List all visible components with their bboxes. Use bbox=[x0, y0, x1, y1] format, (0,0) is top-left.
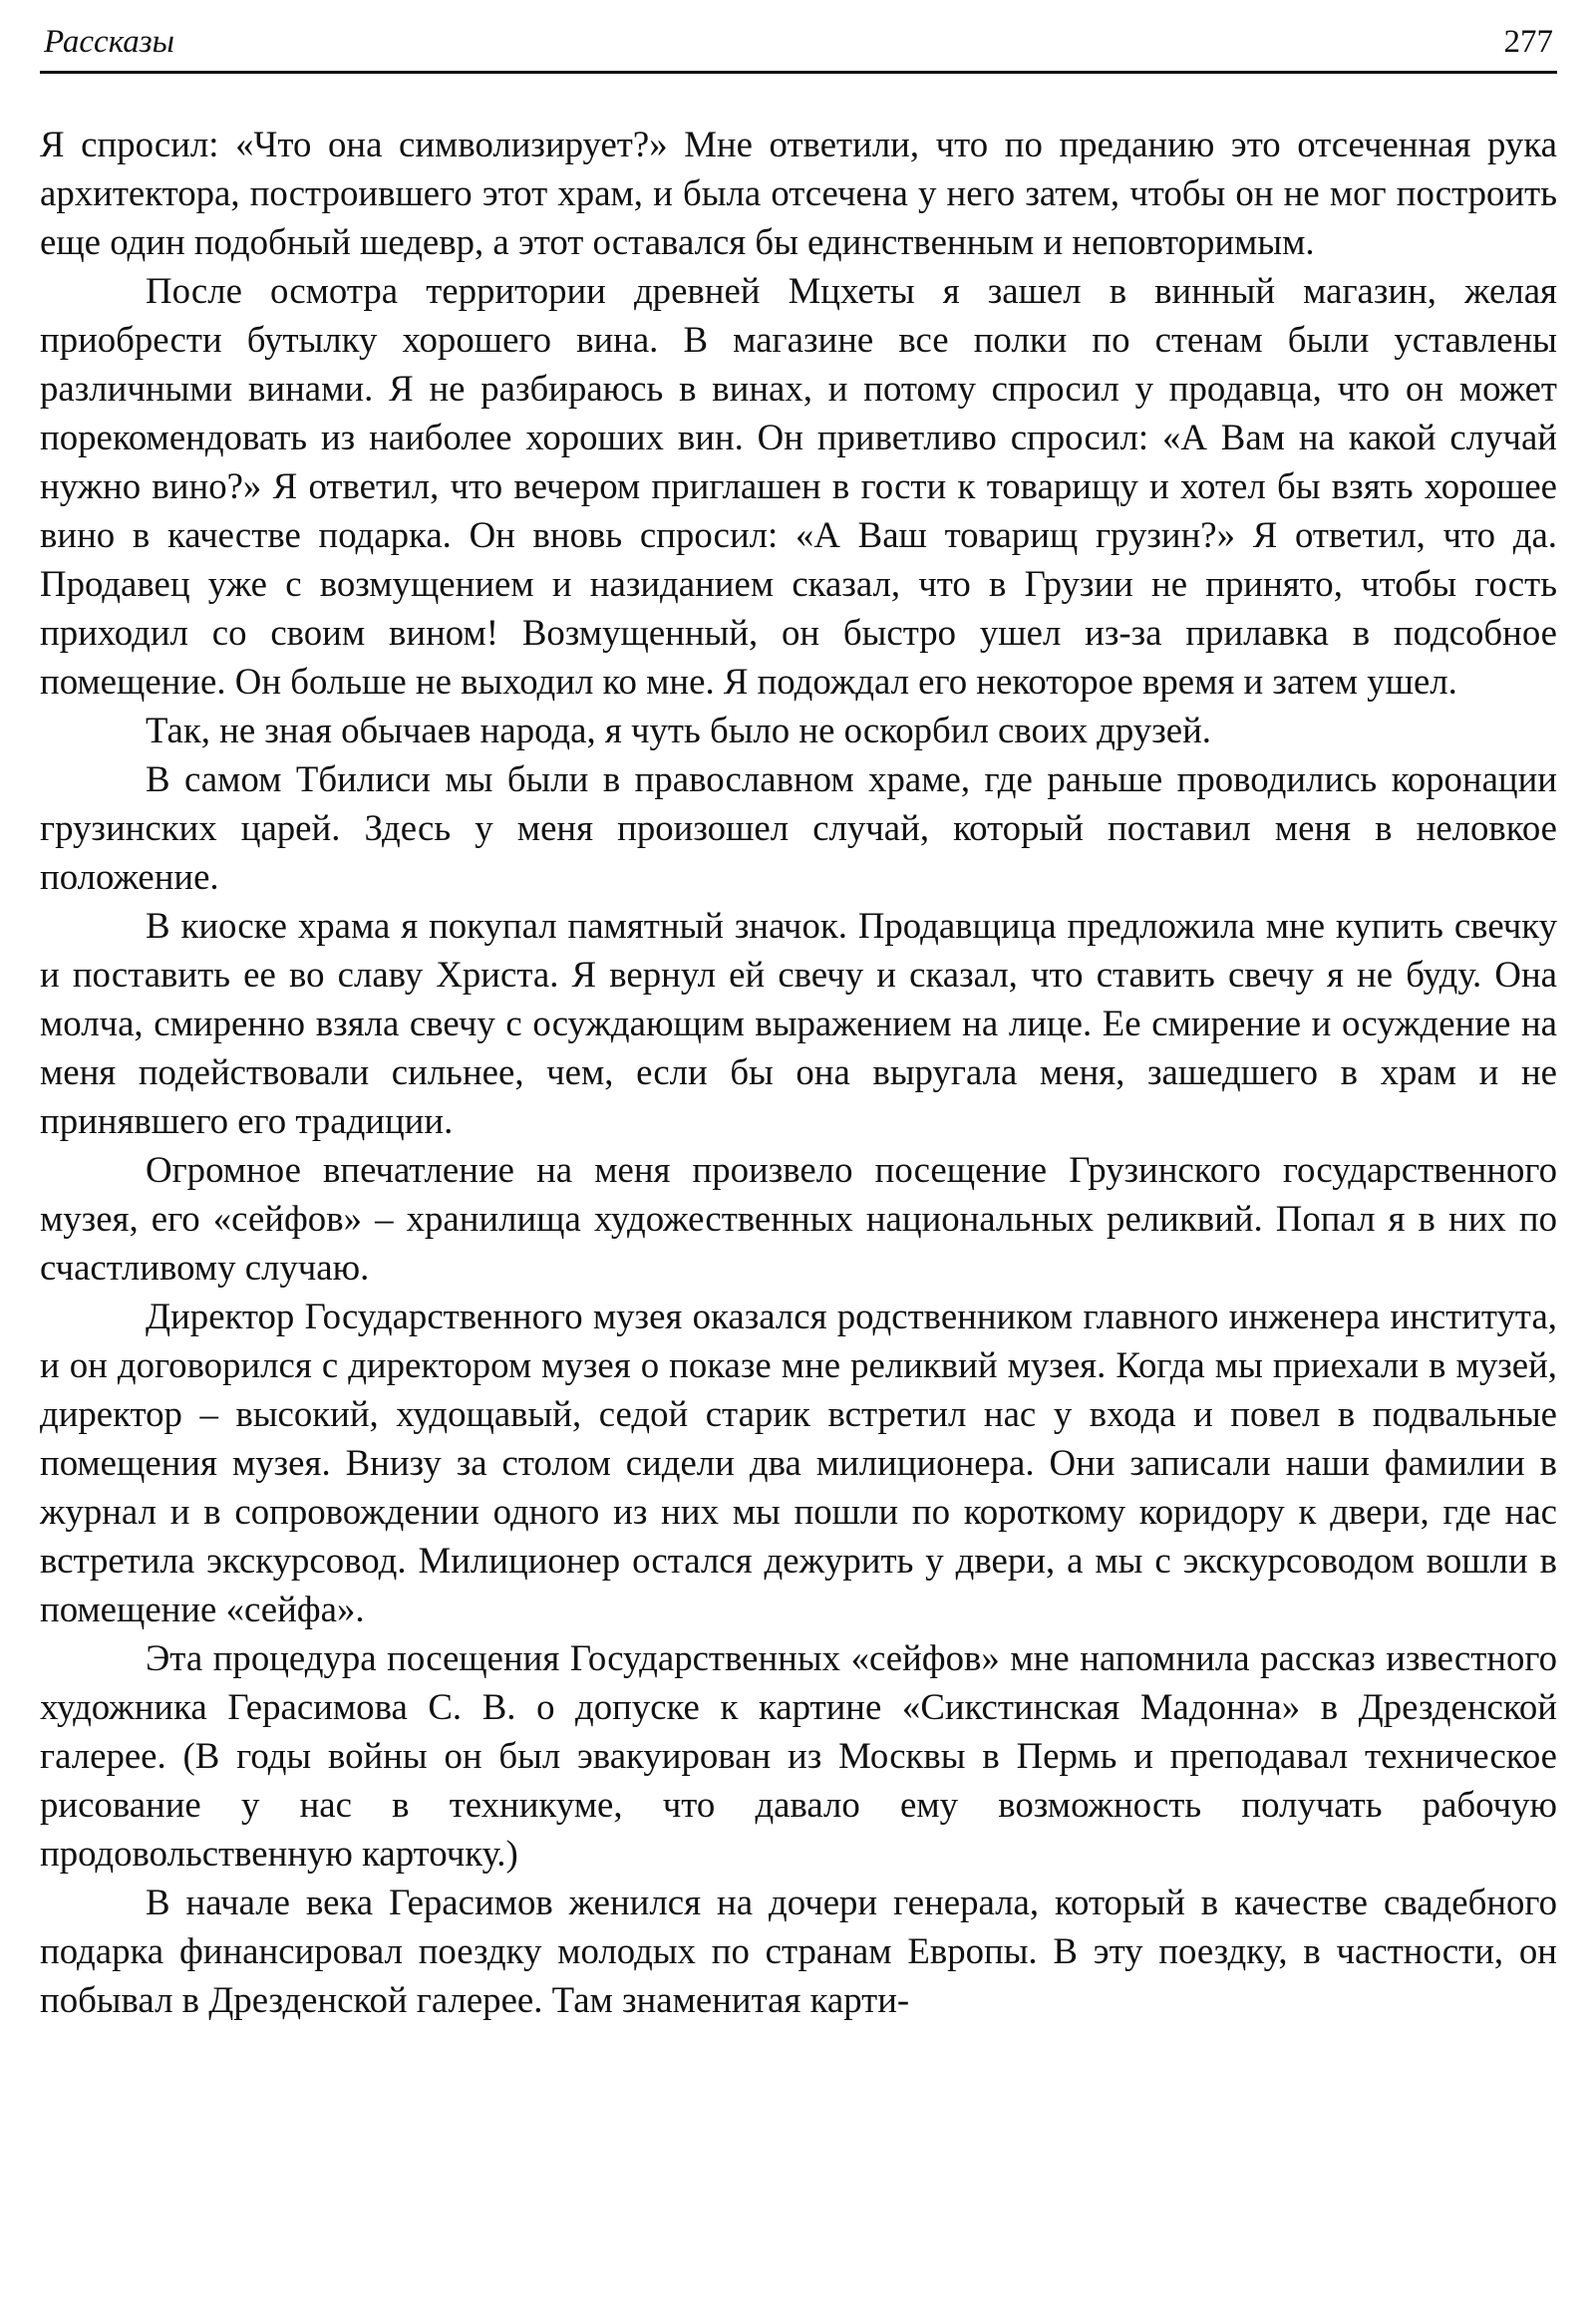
paragraph-1: Я спросил: «Что она символизирует?» Мне ответили, что по преданию это отсеченная рука архитектора, построившего этот храм, и была отсечена у него затем, чтобы он не мог построить еще один подобный шедевр, а этот оставался бы единственным и неповторимым. bbox=[40, 124, 1557, 262]
paragraph-5: В киоске храма я покупал памятный значок. Продавщица предложила мне купить свечку и поставить ее во славу Христа. Я вернул ей свечу и сказал, что ставить свечу я не буду. Она молча, смиренно взяла свечу с осуждающим выражением на лице. Ее смирение и осуждение на меня подействовали сильнее, чем, если бы она выругала меня, зашедшего в храм и не принявшего его традиции. bbox=[40, 905, 1557, 1141]
paragraph-8: Эта процедура посещения Государственных «сейфов» мне напомнила рассказ известного художника Герасимова С. В. о допуске к картине «Сикстинская Мадонна» в Дрезденской галерее. (В годы войны он был эвакуирован из Москвы в Пермь и преподавал техническое рисование у нас в техникуме, что давало ему возможность получать рабочую продовольственную карточку.) bbox=[40, 1637, 1557, 1874]
paragraph-9: В начале века Герасимов женился на дочери генерала, который в качестве свадебного подарка финансировал поездку молодых по странам Европы. В эту поездку, в частности, он побывал в Дрезденской галерее. Там знаменитая карти- bbox=[40, 1882, 1557, 2020]
body-text bbox=[40, 120, 1557, 2024]
paragraph-6: Огромное впечатление на меня произвело посещение Грузинского государственного музея, его «сейфов» – хранилища художественных национальных реликвий. Попал я в них по счастливому случаю. bbox=[40, 1149, 1557, 1288]
section-title: Рассказы bbox=[44, 24, 175, 60]
paragraph-7: Директор Государственного музея оказался родственником главного инженера института, и он договорился с директором музея о показе мне реликвий музея. Когда мы приехали в музей, директор – высокий, худощавый, седой старик встретил нас у входа и повел в подвальные помещения музея. Внизу за столом сидели два милиционера. Они записали наши фамилии в журнал и в сопровождении одного из них мы пошли по короткому коридору к двери, где нас встретила экскурсовод. Милиционер остался дежурить у двери, а мы с экскурсоводом вошли в помещение «сейфа». bbox=[40, 1296, 1557, 1629]
paragraph-3: Так, не зная обычаев народа, я чуть было не оскорбил своих друзей. bbox=[146, 710, 1211, 750]
book-page bbox=[40, 22, 1557, 2024]
running-head bbox=[40, 22, 1557, 74]
page-number: 277 bbox=[1503, 24, 1553, 60]
paragraph-2: После осмотра территории древней Мцхеты я зашел в винный магазин, желая приобрести бутылку хорошего вина. В магазине все полки по стенам были уставлены различными винами. Я не разбираюсь в винах, и потому спросил у продавца, что он может порекомендовать из наиболее хороших вин. Он приветливо спросил: «А Вам на какой случай нужно вино?» Я ответил, что вечером приглашен в гости к товарищу и хотел бы взять хорошее вино в качестве подарка. Он вновь спросил: «А Ваш товарищ грузин?» Я ответил, что да. Продавец уже с возмущением и назиданием сказал, что в Грузии не принято, чтобы гость приходил со своим вином! Возмущенный, он быстро ушел из-за прилавка в подсобное помещение. Он больше не выходил ко мне. Я подождал его некоторое время и затем ушел. bbox=[40, 270, 1557, 702]
paragraph-4: В самом Тбилиси мы были в православном храме, где раньше проводились коронации грузинских царей. Здесь у меня произошел случай, который поставил меня в неловкое положение. bbox=[40, 758, 1557, 897]
